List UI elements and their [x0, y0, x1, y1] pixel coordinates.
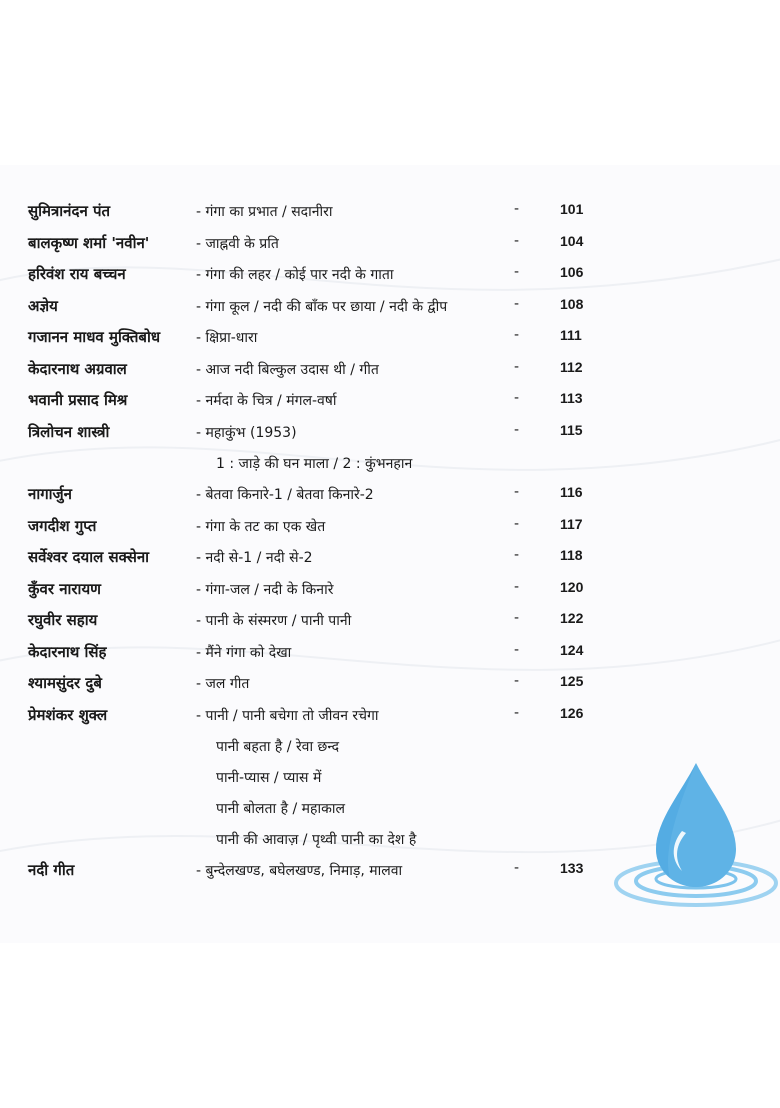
page-number: 117	[560, 515, 583, 532]
toc-entry	[28, 390, 608, 422]
poem-titles: - पानी / पानी बचेगा तो जीवन रचेगा	[196, 707, 379, 724]
poem-titles: - बुन्देलखण्ड, बघेलखण्ड, निमाड़, मालवा	[196, 863, 403, 879]
toc-entry	[28, 327, 608, 359]
toc-entry	[28, 233, 608, 265]
poem-titles: - गंगा कूल / नदी की बाँक पर छाया / नदी के द्वीप	[196, 298, 448, 315]
poem-titles: - गंगा का प्रभात / सदानीरा	[196, 204, 333, 220]
toc-entry	[28, 610, 608, 642]
separator-dash: -	[514, 358, 520, 375]
poem-titles: - आज नदी बिल्कुल उदास थी / गीत	[196, 361, 379, 378]
toc-entry	[28, 484, 608, 516]
page-number: 112	[560, 358, 583, 375]
author-name: त्रिलोचन शास्त्री	[28, 422, 110, 441]
author-name: हरिवंश राय बच्चन	[28, 265, 126, 283]
separator-dash: -	[514, 641, 520, 658]
author-name: बालकृष्ण शर्मा 'नवीन'	[28, 233, 150, 252]
poem-titles: - महाकुंभ (1953)	[196, 424, 297, 441]
toc-entry	[28, 579, 608, 611]
separator-dash: -	[514, 264, 520, 280]
toc-entry-continuation	[28, 453, 608, 484]
page-number: 115	[560, 421, 583, 438]
page-number: 101	[560, 201, 584, 217]
poem-titles: - जाह्नवी के प्रति	[196, 235, 279, 252]
toc-entry	[28, 705, 608, 737]
page-number: 124	[560, 641, 584, 658]
separator-dash: -	[514, 578, 520, 595]
page-number: 104	[560, 232, 584, 249]
page-number: 133	[560, 860, 584, 876]
page-number: 106	[560, 264, 584, 280]
poem-titles: - नदी से-1 / नदी से-2	[196, 550, 313, 566]
separator-dash: -	[514, 547, 520, 563]
toc-entry	[28, 642, 608, 674]
page-number: 120	[560, 578, 584, 595]
author-name: केदारनाथ सिंह	[28, 642, 107, 661]
author-name: जगदीश गुप्त	[28, 516, 97, 535]
poem-titles: 1 : जाड़े की घन माला / 2 : कुंभनहान	[216, 456, 413, 472]
poem-titles: - क्षिप्रा-धारा	[196, 330, 258, 346]
toc-entry	[28, 860, 608, 892]
separator-dash: -	[514, 515, 520, 532]
poem-titles: पानी बोलता है / महाकाल	[216, 801, 345, 817]
toc-entry	[28, 547, 608, 579]
separator-dash: -	[514, 704, 520, 721]
separator-dash: -	[514, 295, 520, 312]
poem-titles: - बेतवा किनारे-1 / बेतवा किनारे-2	[196, 487, 374, 503]
page-number: 126	[560, 704, 584, 721]
author-name: भवानी प्रसाद मिश्र	[28, 391, 128, 409]
separator-dash: -	[514, 421, 520, 438]
page-number: 125	[560, 673, 584, 689]
separator-dash: -	[514, 327, 520, 343]
water-drop-icon	[612, 761, 780, 911]
poem-titles: - गंगा के तट का एक खेत	[196, 518, 326, 535]
page-number: 113	[560, 390, 583, 406]
toc-entry	[28, 264, 608, 296]
author-name: श्यामसुंदर दुबे	[28, 674, 102, 692]
author-name: सुमित्रानंदन पंत	[28, 202, 111, 220]
author-name: अज्ञेय	[28, 296, 58, 315]
toc-entry	[28, 296, 608, 328]
author-name: रघुवीर सहाय	[28, 611, 98, 629]
author-name: गजानन माधव मुक्तिबोध	[28, 328, 161, 346]
poem-titles: पानी-प्यास / प्यास में	[216, 770, 322, 786]
toc-entry	[28, 359, 608, 391]
author-name: नागार्जुन	[28, 485, 72, 503]
author-name: नदी गीत	[28, 861, 75, 879]
toc-entry	[28, 422, 608, 454]
poem-titles: - जल गीत	[196, 676, 250, 692]
toc-entry-continuation	[28, 829, 608, 860]
separator-dash: -	[514, 232, 520, 249]
author-name: प्रेमशंकर शुक्ल	[28, 705, 108, 724]
page-number: 108	[560, 295, 584, 312]
separator-dash: -	[514, 673, 520, 689]
poem-titles: - मैंने गंगा को देखा	[196, 644, 292, 661]
author-name: कुँवर नारायण	[28, 579, 101, 598]
toc-entry-continuation	[28, 798, 608, 829]
toc-entry-continuation	[28, 736, 608, 767]
table-of-contents	[28, 201, 608, 892]
separator-dash: -	[514, 860, 520, 876]
page-number: 111	[560, 327, 582, 343]
poem-titles: - नर्मदा के चित्र / मंगल-वर्षा	[196, 393, 337, 409]
page-number: 116	[560, 484, 583, 500]
poem-titles: पानी की आवाज़ / पृथ्वी पानी का देश है	[216, 832, 417, 848]
poem-titles: - गंगा की लहर / कोई पार नदी के गाता	[196, 267, 394, 283]
separator-dash: -	[514, 390, 520, 406]
separator-dash: -	[514, 610, 520, 626]
separator-dash: -	[514, 201, 520, 217]
poem-titles: - गंगा-जल / नदी के किनारे	[196, 581, 334, 598]
toc-entry-continuation	[28, 767, 608, 798]
page-number: 122	[560, 610, 584, 626]
toc-entry	[28, 673, 608, 705]
author-name: सर्वेश्वर दयाल सक्सेना	[28, 548, 150, 566]
author-name: केदारनाथ अग्रवाल	[28, 359, 127, 378]
contents-panel	[0, 165, 780, 943]
toc-entry	[28, 516, 608, 548]
separator-dash: -	[514, 484, 520, 500]
poem-titles: पानी बहता है / रेवा छन्द	[216, 739, 340, 755]
toc-entry	[28, 201, 608, 233]
page-number: 118	[560, 547, 583, 563]
poem-titles: - पानी के संस्मरण / पानी पानी	[196, 613, 352, 629]
